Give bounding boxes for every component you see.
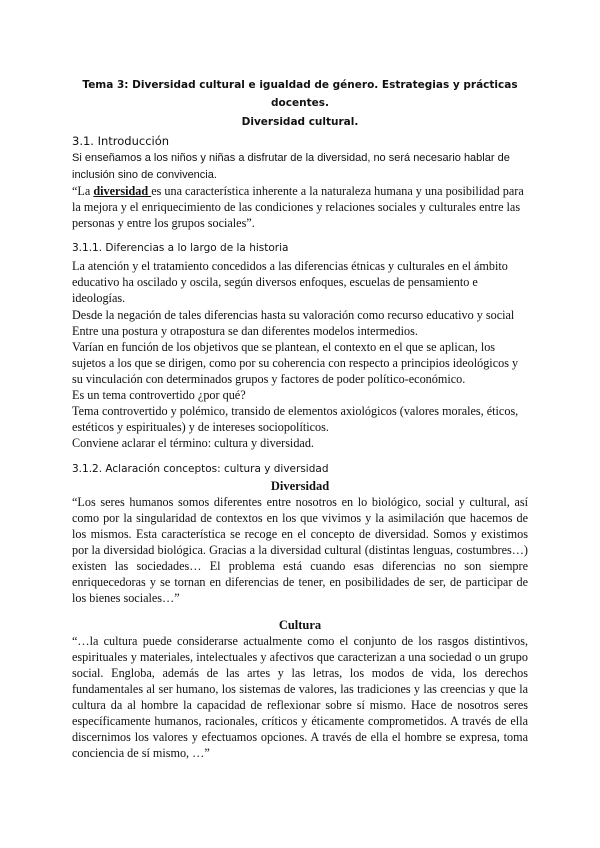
section-heading-aclaracion: 3.1.2. Aclaración conceptos: cultura y diversidad (72, 463, 329, 475)
historia-paragraph-2: Desde la negación de tales diferencias hasta su valoración como recurso educativo y social (72, 308, 515, 322)
historia-paragraph-4: Varían en función de los objetivos que se plantean, el contexto en el que se aplican, los sujetos a los que se dirigen, como por su coherencia con respecto a principios ideológicos y su vinculación con determinados grupos y factores de poder político-económico. (72, 340, 519, 386)
section-heading-introduccion: 3.1. Introducción (72, 134, 170, 148)
diversidad-quote: “Los seres humanos somos diferentes entre nosotros en lo biológico, social y cultural, así como por la singularidad de contextos en los que vivimos y la asimilación que hacemos de los mismos. Esta característica se recoge en el concepto de diversidad. Somos y existimos por la diversidad biológica. Gracias a la diversidad cultural (distintas lenguas, costumbres…) existen las sociedades… El problema está cuando esas diferencias no son siempre enriquecedoras y se tornan en diferencias de tener, en posibilidades de ser, de participar de los bienes sociales…” (72, 495, 528, 605)
historia-paragraph-1: La atención y el tratamiento concedidos a las diferencias étnicas y culturales en el ámbito educativo ha oscilado y oscila, según diversos enfoques, escuelas de pensamiento e ideologías. (72, 259, 508, 305)
keyword-diversidad: diversidad (93, 184, 152, 198)
intro-quote (72, 183, 528, 231)
quote-rest: es una característica inherente a la naturaleza humana y una posibilidad para la mejora y el enriquecimiento de las condiciones y relaciones sociales y culturales entre las personas y entre los grupos sociales”. (72, 184, 524, 230)
diversidad-heading: Diversidad (270, 479, 330, 493)
document-subtitle: Diversidad cultural. (241, 116, 359, 128)
document-title-line-2: docentes. (271, 97, 329, 109)
historia-paragraph-5: Es un tema controvertido ¿por qué? (72, 388, 246, 402)
document-title-line-1: Tema 3: Diversidad cultural e igualdad de género. Estrategias y prácticas (82, 79, 518, 91)
historia-paragraph-3: Entre una postura y otrapostura se dan diferentes modelos intermedios. (72, 324, 418, 338)
cultura-heading: Cultura (278, 618, 322, 632)
quote-open: “La (72, 184, 94, 198)
historia-paragraph-6: Tema controvertido y polémico, transido de elementos axiológicos (valores morales, éticos, estéticos y espirituales) y de intereses sociopolíticos. (72, 404, 519, 434)
historia-paragraph-7: Conviene aclarar el término: cultura y diversidad. (72, 436, 314, 450)
section-heading-historia: 3.1.1. Diferencias a lo largo de la historia (72, 242, 289, 254)
intro-paragraph: Si enseñamos a los niños y niñas a disfrutar de la diversidad, no será necesario hablar de inclusión sino de convivencia. (72, 152, 510, 181)
cultura-quote: “…la cultura puede considerarse actualmente como el conjunto de los rasgos distintivos, espirituales y materiales, intelectuales y afectivos que caracterizan a una sociedad o un grupo social. Engloba, además de las artes y las letras, los modos de vida, los derechos fundamentales al ser humano, los sistemas de valores, las tradiciones y las creencias y que la cultura da al hombre la capacidad de reflexionar sobre sí mismo. Hace de nosotros seres específicamente humanos, racionales, críticos y éticamente comprometidos. A través de ella discernimos los valores y efectuamos opciones. A través de ella el hombre se expresa, toma conciencia de sí mismo, …” (72, 634, 528, 760)
